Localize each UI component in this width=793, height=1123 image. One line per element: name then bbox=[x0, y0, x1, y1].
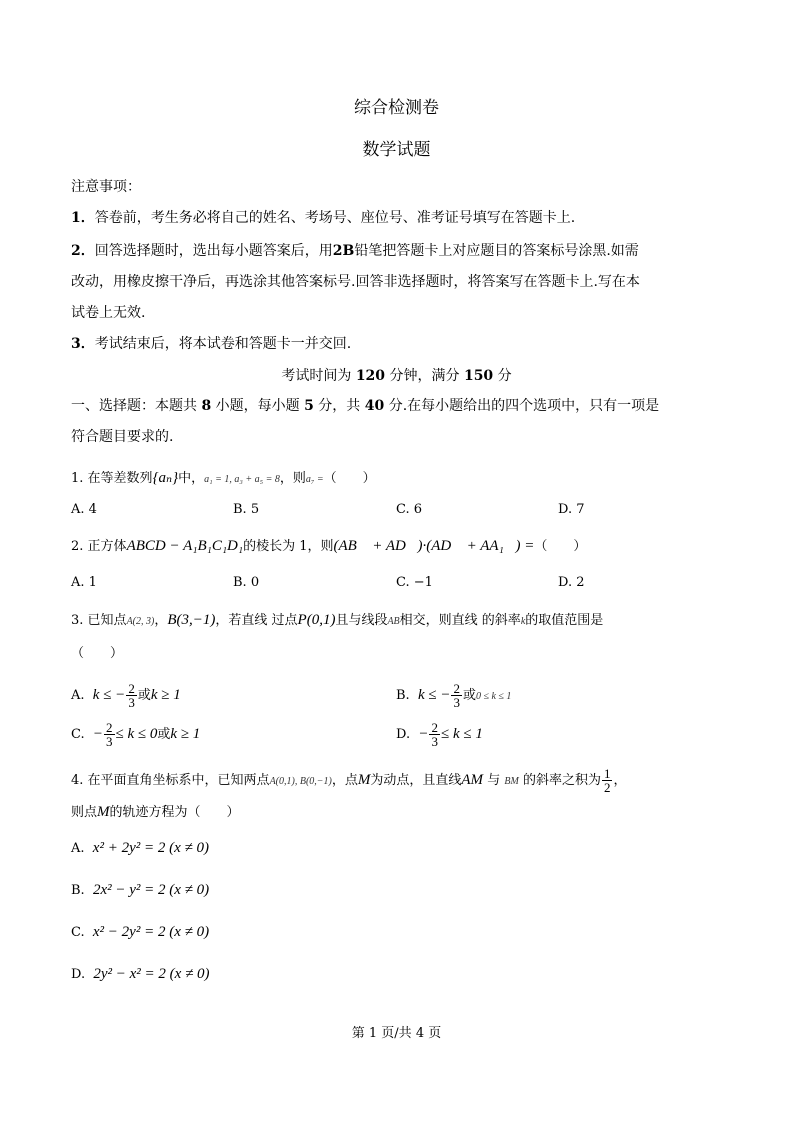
points-total: 40 bbox=[364, 398, 385, 414]
notice-heading: 注意事项： bbox=[71, 179, 141, 195]
question-3-separator: ， bbox=[154, 613, 168, 628]
notice-item-2-text-a: 回答选择题时，选出每小题答案后，用 bbox=[94, 243, 333, 259]
question-3-point-a: A(2, 3) bbox=[126, 616, 155, 627]
option-equation: x² + 2y² = 2 (x ≠ 0) bbox=[92, 840, 209, 856]
question-4-text-a: 在平面直角坐标系中，已知两点 bbox=[87, 773, 270, 788]
question-2-paren: （ ） bbox=[534, 539, 587, 554]
notice-item-2-line2: 改动，用橡皮擦干净后，再选涂其他答案标号.回答非选择题时，将答案写在答题卡上.写在本 bbox=[71, 274, 640, 290]
option-math: k ≤ − bbox=[92, 687, 126, 703]
full-score: 150 bbox=[463, 368, 494, 384]
question-3-text-d: 相交，则直线 的斜率 bbox=[399, 613, 521, 628]
notice-item-3-num: 3． bbox=[71, 336, 95, 352]
question-4-option-b[interactable] bbox=[71, 880, 209, 901]
question-4-line-bm: BM bbox=[504, 776, 519, 787]
question-3-point-b: B(3,−1) bbox=[167, 612, 216, 628]
question-3-point-p: P(0,1) bbox=[297, 612, 336, 628]
fraction-numerator: 2 bbox=[106, 720, 113, 735]
question-2-number: 2. bbox=[71, 539, 84, 554]
section-1-text-b: 小题，每小题 bbox=[211, 398, 305, 414]
fraction bbox=[104, 721, 115, 748]
notice-item-2-text-b: 铅笔把答题卡上对应题目的答案标号涂黑.如需 bbox=[354, 243, 639, 259]
option-math: k ≤ − bbox=[417, 687, 451, 703]
option-label: A. bbox=[71, 841, 85, 856]
time-minutes: 120 bbox=[355, 368, 386, 384]
question-2-text-b: 的棱长为 1，则 bbox=[243, 539, 334, 554]
points-each: 5 bbox=[304, 398, 314, 414]
question-4-text-e: 的斜率之积为 bbox=[522, 773, 601, 788]
question-2-option-d[interactable]: D. 2 bbox=[558, 575, 585, 590]
question-2-cube: ABCD − A₁B₁C₁D₁ bbox=[126, 538, 244, 554]
question-1-text-c: ，则 bbox=[279, 471, 306, 486]
question-1 bbox=[71, 468, 376, 490]
question-3-text-c: 且与线段 bbox=[335, 613, 388, 628]
question-3-option-d[interactable] bbox=[396, 719, 483, 750]
time-text-b: 分钟，满分 bbox=[385, 368, 464, 384]
time-text-a: 考试时间为 bbox=[281, 368, 356, 384]
option-label: B. bbox=[396, 688, 410, 703]
question-4-number: 4. bbox=[71, 773, 84, 788]
question-4-text-c: 为动点，且直线 bbox=[370, 773, 462, 788]
section-1-text-c: 分，共 bbox=[313, 398, 365, 414]
fraction bbox=[602, 767, 613, 794]
section-1-heading bbox=[71, 396, 659, 416]
question-2-option-c[interactable]: C. −1 bbox=[396, 575, 433, 590]
fraction bbox=[126, 682, 137, 709]
fraction-denominator: 3 bbox=[453, 695, 460, 710]
question-1-text-a: 在等差数列 bbox=[87, 471, 153, 486]
question-4-line2 bbox=[71, 802, 240, 823]
question-1-option-a[interactable]: A. 4 bbox=[71, 502, 97, 517]
question-3-text-e: 的取值范围是 bbox=[525, 613, 604, 628]
notice-item-1 bbox=[71, 208, 575, 228]
question-1-condition: a₁ = 1, a₃ + a₅ = 8 bbox=[204, 474, 280, 485]
question-4-line2-point: M bbox=[97, 804, 110, 820]
option-equation: x² − 2y² = 2 (x ≠ 0) bbox=[92, 924, 210, 940]
option-math: − bbox=[92, 726, 104, 742]
option-or: 或 bbox=[137, 688, 151, 703]
question-4-option-c[interactable] bbox=[71, 922, 209, 943]
option-math: k ≥ 1 bbox=[170, 726, 201, 742]
question-4-point-m: M bbox=[357, 772, 371, 788]
question-2 bbox=[71, 536, 586, 557]
time-text-c: 分 bbox=[493, 368, 512, 384]
question-1-option-b[interactable]: B. 5 bbox=[233, 502, 260, 517]
question-3-text-a: 已知点 bbox=[87, 613, 127, 628]
question-1-option-d[interactable]: D. 7 bbox=[558, 502, 585, 517]
question-3-option-b[interactable] bbox=[396, 680, 511, 712]
question-1-text-b: 中， bbox=[178, 471, 205, 486]
option-math: − bbox=[418, 726, 429, 742]
exam-time-info bbox=[0, 366, 793, 386]
question-3-option-a[interactable] bbox=[71, 680, 181, 711]
question-4-text-b: ，点 bbox=[331, 773, 358, 788]
question-1-target: a₇ = bbox=[305, 474, 324, 485]
option-or: 或 bbox=[157, 727, 171, 742]
page-title: 综合检测卷 bbox=[354, 98, 439, 118]
section-1-text-d: 分.在每小题给出的四个选项中，只有一项是 bbox=[384, 398, 660, 414]
question-4-line2-b: 的轨迹方程为（ ） bbox=[109, 805, 240, 820]
question-2-expression: (AB⃗ + AD⃗)·(AD⃗ + AA₁⃗) = bbox=[333, 538, 535, 554]
question-4-text-d: 与 bbox=[487, 773, 501, 788]
question-4-option-a[interactable] bbox=[71, 838, 209, 859]
fraction-numerator: 2 bbox=[431, 720, 438, 735]
option-math: ≤ k ≤ 1 bbox=[440, 726, 483, 742]
question-3-segment: AB bbox=[387, 616, 400, 627]
notice-item-2-bold: 2B bbox=[332, 243, 355, 259]
question-1-option-c[interactable]: C. 6 bbox=[396, 502, 423, 517]
fraction-numerator: 2 bbox=[128, 681, 135, 696]
option-equation: 2y² − x² = 2 (x ≠ 0) bbox=[93, 966, 210, 982]
notice-item-2-num: 2． bbox=[71, 243, 95, 259]
question-3-paren: （ ） bbox=[71, 646, 124, 661]
fraction bbox=[429, 721, 440, 748]
option-math: ≤ k ≤ 0 bbox=[115, 726, 158, 742]
question-3-number: 3. bbox=[71, 613, 84, 628]
question-3 bbox=[71, 610, 603, 632]
option-or: 或 bbox=[462, 688, 476, 703]
question-2-text-a: 正方体 bbox=[87, 539, 127, 554]
notice-item-2-line3: 试卷上无效. bbox=[71, 305, 146, 321]
option-label: C. bbox=[71, 925, 85, 940]
option-label: C. bbox=[71, 727, 85, 742]
fraction-denominator: 3 bbox=[431, 734, 438, 749]
option-equation: 2x² − y² = 2 (x ≠ 0) bbox=[92, 882, 210, 898]
question-2-option-b[interactable]: B. 0 bbox=[233, 575, 260, 590]
question-3-option-c[interactable] bbox=[71, 719, 200, 750]
fraction-denominator: 3 bbox=[128, 695, 135, 710]
question-4-points: A(0,1), B(0,−1) bbox=[269, 776, 332, 787]
question-4-text-f: ， bbox=[613, 773, 627, 788]
question-1-paren: （ ） bbox=[323, 471, 376, 486]
question-4 bbox=[71, 766, 626, 796]
question-2-option-a[interactable]: A. 1 bbox=[71, 575, 97, 590]
fraction-numerator: 2 bbox=[453, 681, 460, 696]
fraction-denominator: 2 bbox=[603, 780, 611, 795]
page-subtitle: 数学试题 bbox=[362, 140, 431, 160]
notice-item-1-text: 答卷前，考生务必将自己的姓名、考场号、座位号、准考证号填写在答题卡上. bbox=[94, 210, 576, 226]
option-label: D. bbox=[396, 727, 411, 742]
notice-item-3 bbox=[71, 334, 351, 354]
section-1-text-a: 一、选择题：本题共 bbox=[71, 398, 202, 414]
question-count: 8 bbox=[201, 398, 212, 414]
option-label: A. bbox=[71, 688, 85, 703]
question-4-option-d[interactable] bbox=[71, 964, 210, 985]
notice-item-1-num: 1． bbox=[71, 210, 95, 226]
fraction-denominator: 3 bbox=[106, 734, 113, 749]
question-3-slope: k bbox=[520, 616, 526, 627]
option-math: 0 ≤ k ≤ 1 bbox=[475, 691, 512, 702]
question-4-line-am: AM bbox=[461, 772, 484, 788]
fraction bbox=[451, 682, 462, 709]
question-1-number: 1. bbox=[71, 471, 84, 486]
page-footer: 第 1 页/共 4 页 bbox=[351, 1026, 442, 1041]
option-label: D. bbox=[71, 967, 86, 982]
question-3-text-b: ，若直线 过点 bbox=[215, 613, 298, 628]
question-4-line2-a: 则点 bbox=[71, 805, 98, 820]
question-1-sequence: {aₙ} bbox=[152, 470, 179, 486]
notice-item-3-text: 考试结束后，将本试卷和答题卡一并交回. bbox=[94, 336, 352, 352]
section-1-heading-line2: 符合题目要求的. bbox=[71, 429, 174, 445]
option-math: k ≥ 1 bbox=[150, 687, 181, 703]
notice-item-2 bbox=[71, 241, 639, 261]
option-label: B. bbox=[71, 883, 85, 898]
fraction-numerator: 1 bbox=[603, 766, 611, 781]
